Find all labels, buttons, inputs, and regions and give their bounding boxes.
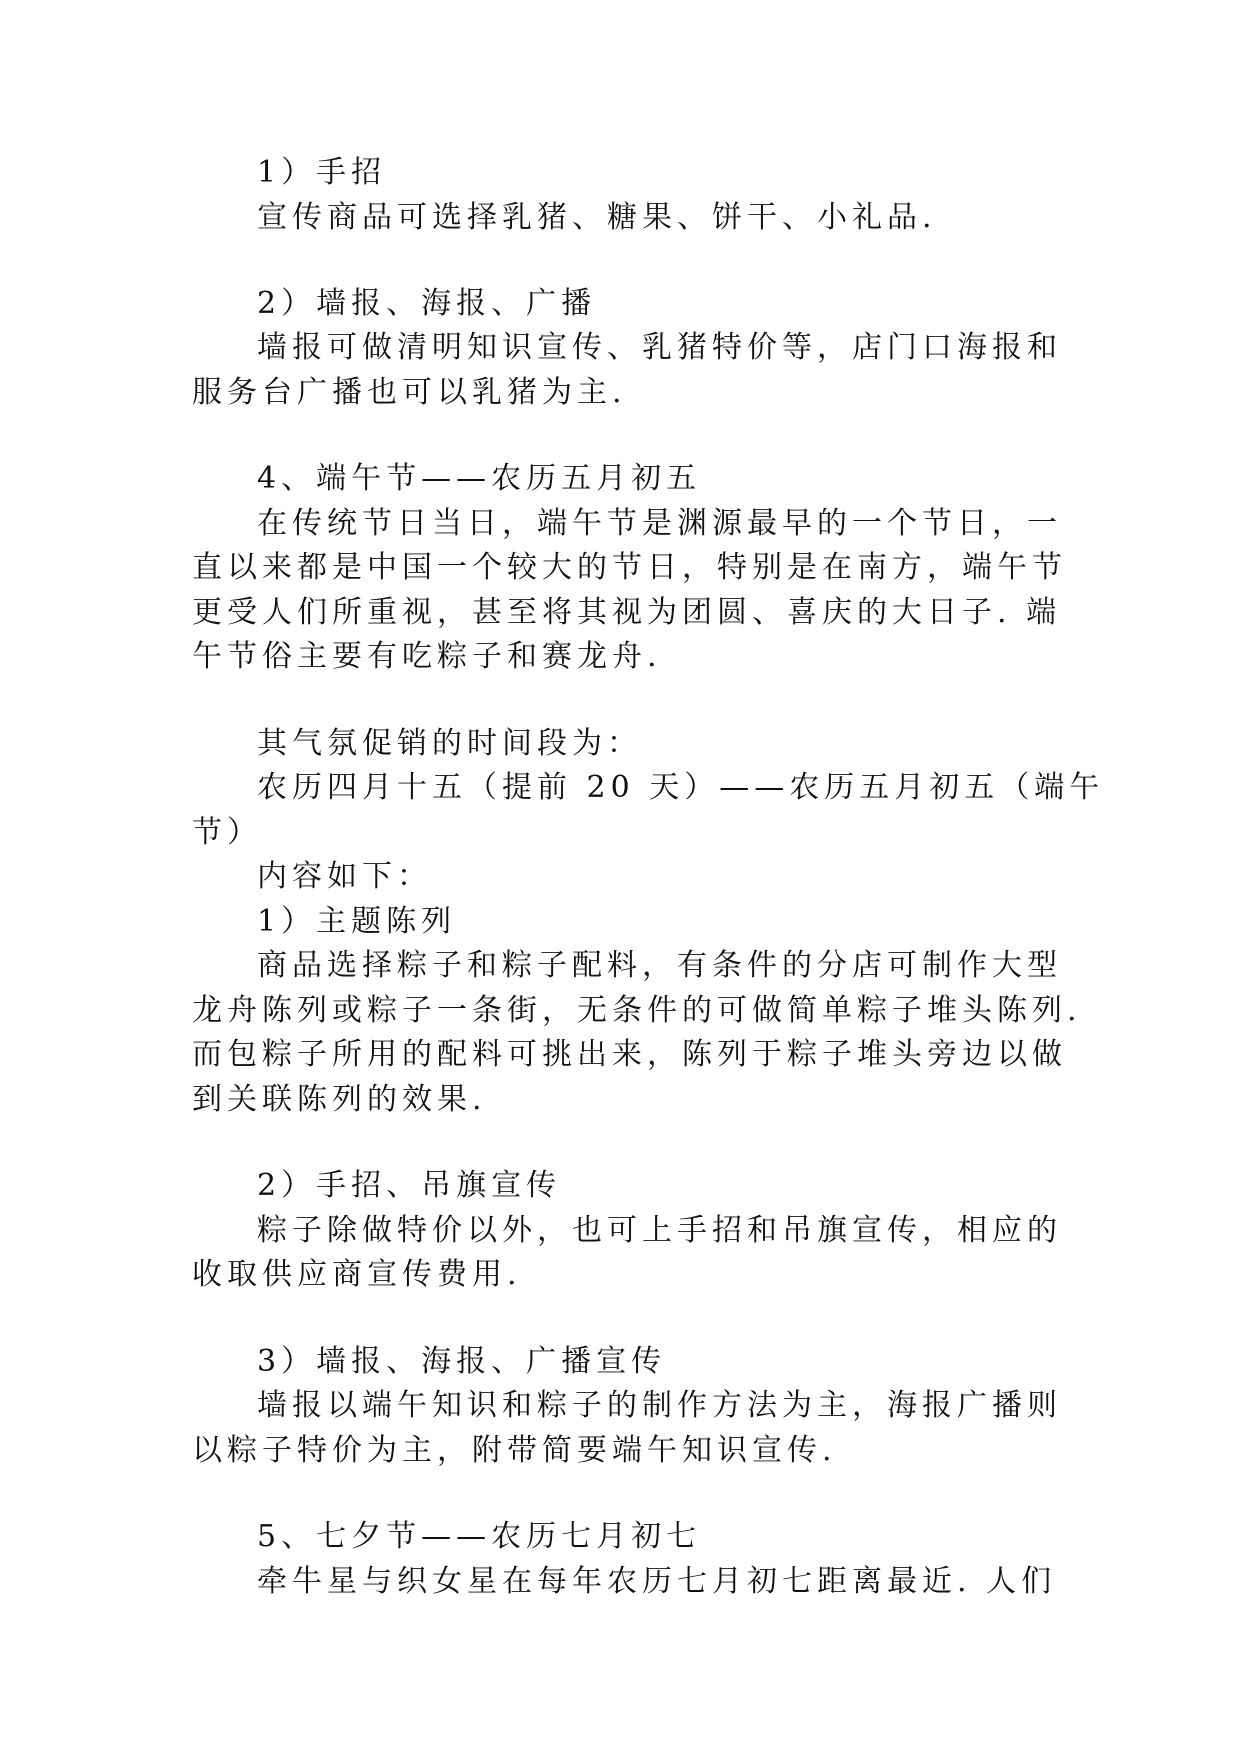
paragraph-line: 龙舟陈列或粽子一条街，无条件的可做简单粽子堆头陈列. bbox=[192, 993, 1082, 1028]
paragraph-line: 宣传商品可选择乳猪、糖果、饼干、小礼品. bbox=[257, 200, 937, 235]
paragraph-line: 墙报以端午知识和粽子的制作方法为主，海报广播则 bbox=[257, 1388, 1062, 1423]
section-heading-qixi-festival: 5、七夕节——农历七月初七 bbox=[257, 1519, 702, 1554]
paragraph-line: 粽子除做特价以外，也可上手招和吊旗宣传，相应的 bbox=[257, 1213, 1062, 1248]
paragraph-line: 服务台广播也可以乳猪为主. bbox=[192, 375, 627, 410]
heading-2-hand-signs-banners: 2）手招、吊旗宣传 bbox=[257, 1168, 562, 1203]
paragraph-line: 收取供应商宣传费用. bbox=[192, 1257, 522, 1292]
paragraph-line: 墙报可做清明知识宣传、乳猪特价等，店门口海报和 bbox=[257, 330, 1062, 365]
paragraph-line: 以粽子特价为主，附带简要端午知识宣传. bbox=[192, 1433, 837, 1468]
paragraph-line: 而包粽子所用的配料可挑出来，陈列于粽子堆头旁边以做 bbox=[192, 1037, 1067, 1072]
heading-2-wall-posters-broadcast: 2）墙报、海报、广播 bbox=[257, 286, 597, 321]
paragraph-line: 直以来都是中国一个较大的节日，特别是在南方，端午节 bbox=[192, 550, 1067, 585]
paragraph-line: 商品选择粽子和粽子配料，有条件的分店可制作大型 bbox=[257, 948, 1062, 983]
heading-3-wall-posters-broadcast: 3）墙报、海报、广播宣传 bbox=[257, 1344, 667, 1379]
paragraph-line: 农历四月十五（提前 20 天）——农历五月初五（端午 bbox=[257, 770, 1105, 805]
paragraph-line: 更受人们所重视，甚至将其视为团圆、喜庆的大日子. 端 bbox=[192, 595, 1062, 630]
section-heading-dragon-boat-festival: 4、端午节——农历五月初五 bbox=[257, 461, 702, 496]
paragraph-line: 在传统节日当日，端午节是渊源最早的一个节日，一 bbox=[257, 506, 1062, 541]
heading-1-theme-display: 1）主题陈列 bbox=[257, 904, 457, 939]
paragraph-line: 午节俗主要有吃粽子和赛龙舟. bbox=[192, 639, 662, 674]
paragraph-line: 节） bbox=[192, 815, 262, 850]
heading-1-hand-signs: 1）手招 bbox=[257, 155, 387, 190]
paragraph-line: 到关联陈列的效果. bbox=[192, 1082, 487, 1117]
paragraph-line: 内容如下： bbox=[257, 859, 432, 894]
paragraph-line: 牵牛星与织女星在每年农历七月初七距离最近. 人们 bbox=[257, 1564, 1057, 1599]
paragraph-line: 其气氛促销的时间段为： bbox=[257, 726, 642, 761]
